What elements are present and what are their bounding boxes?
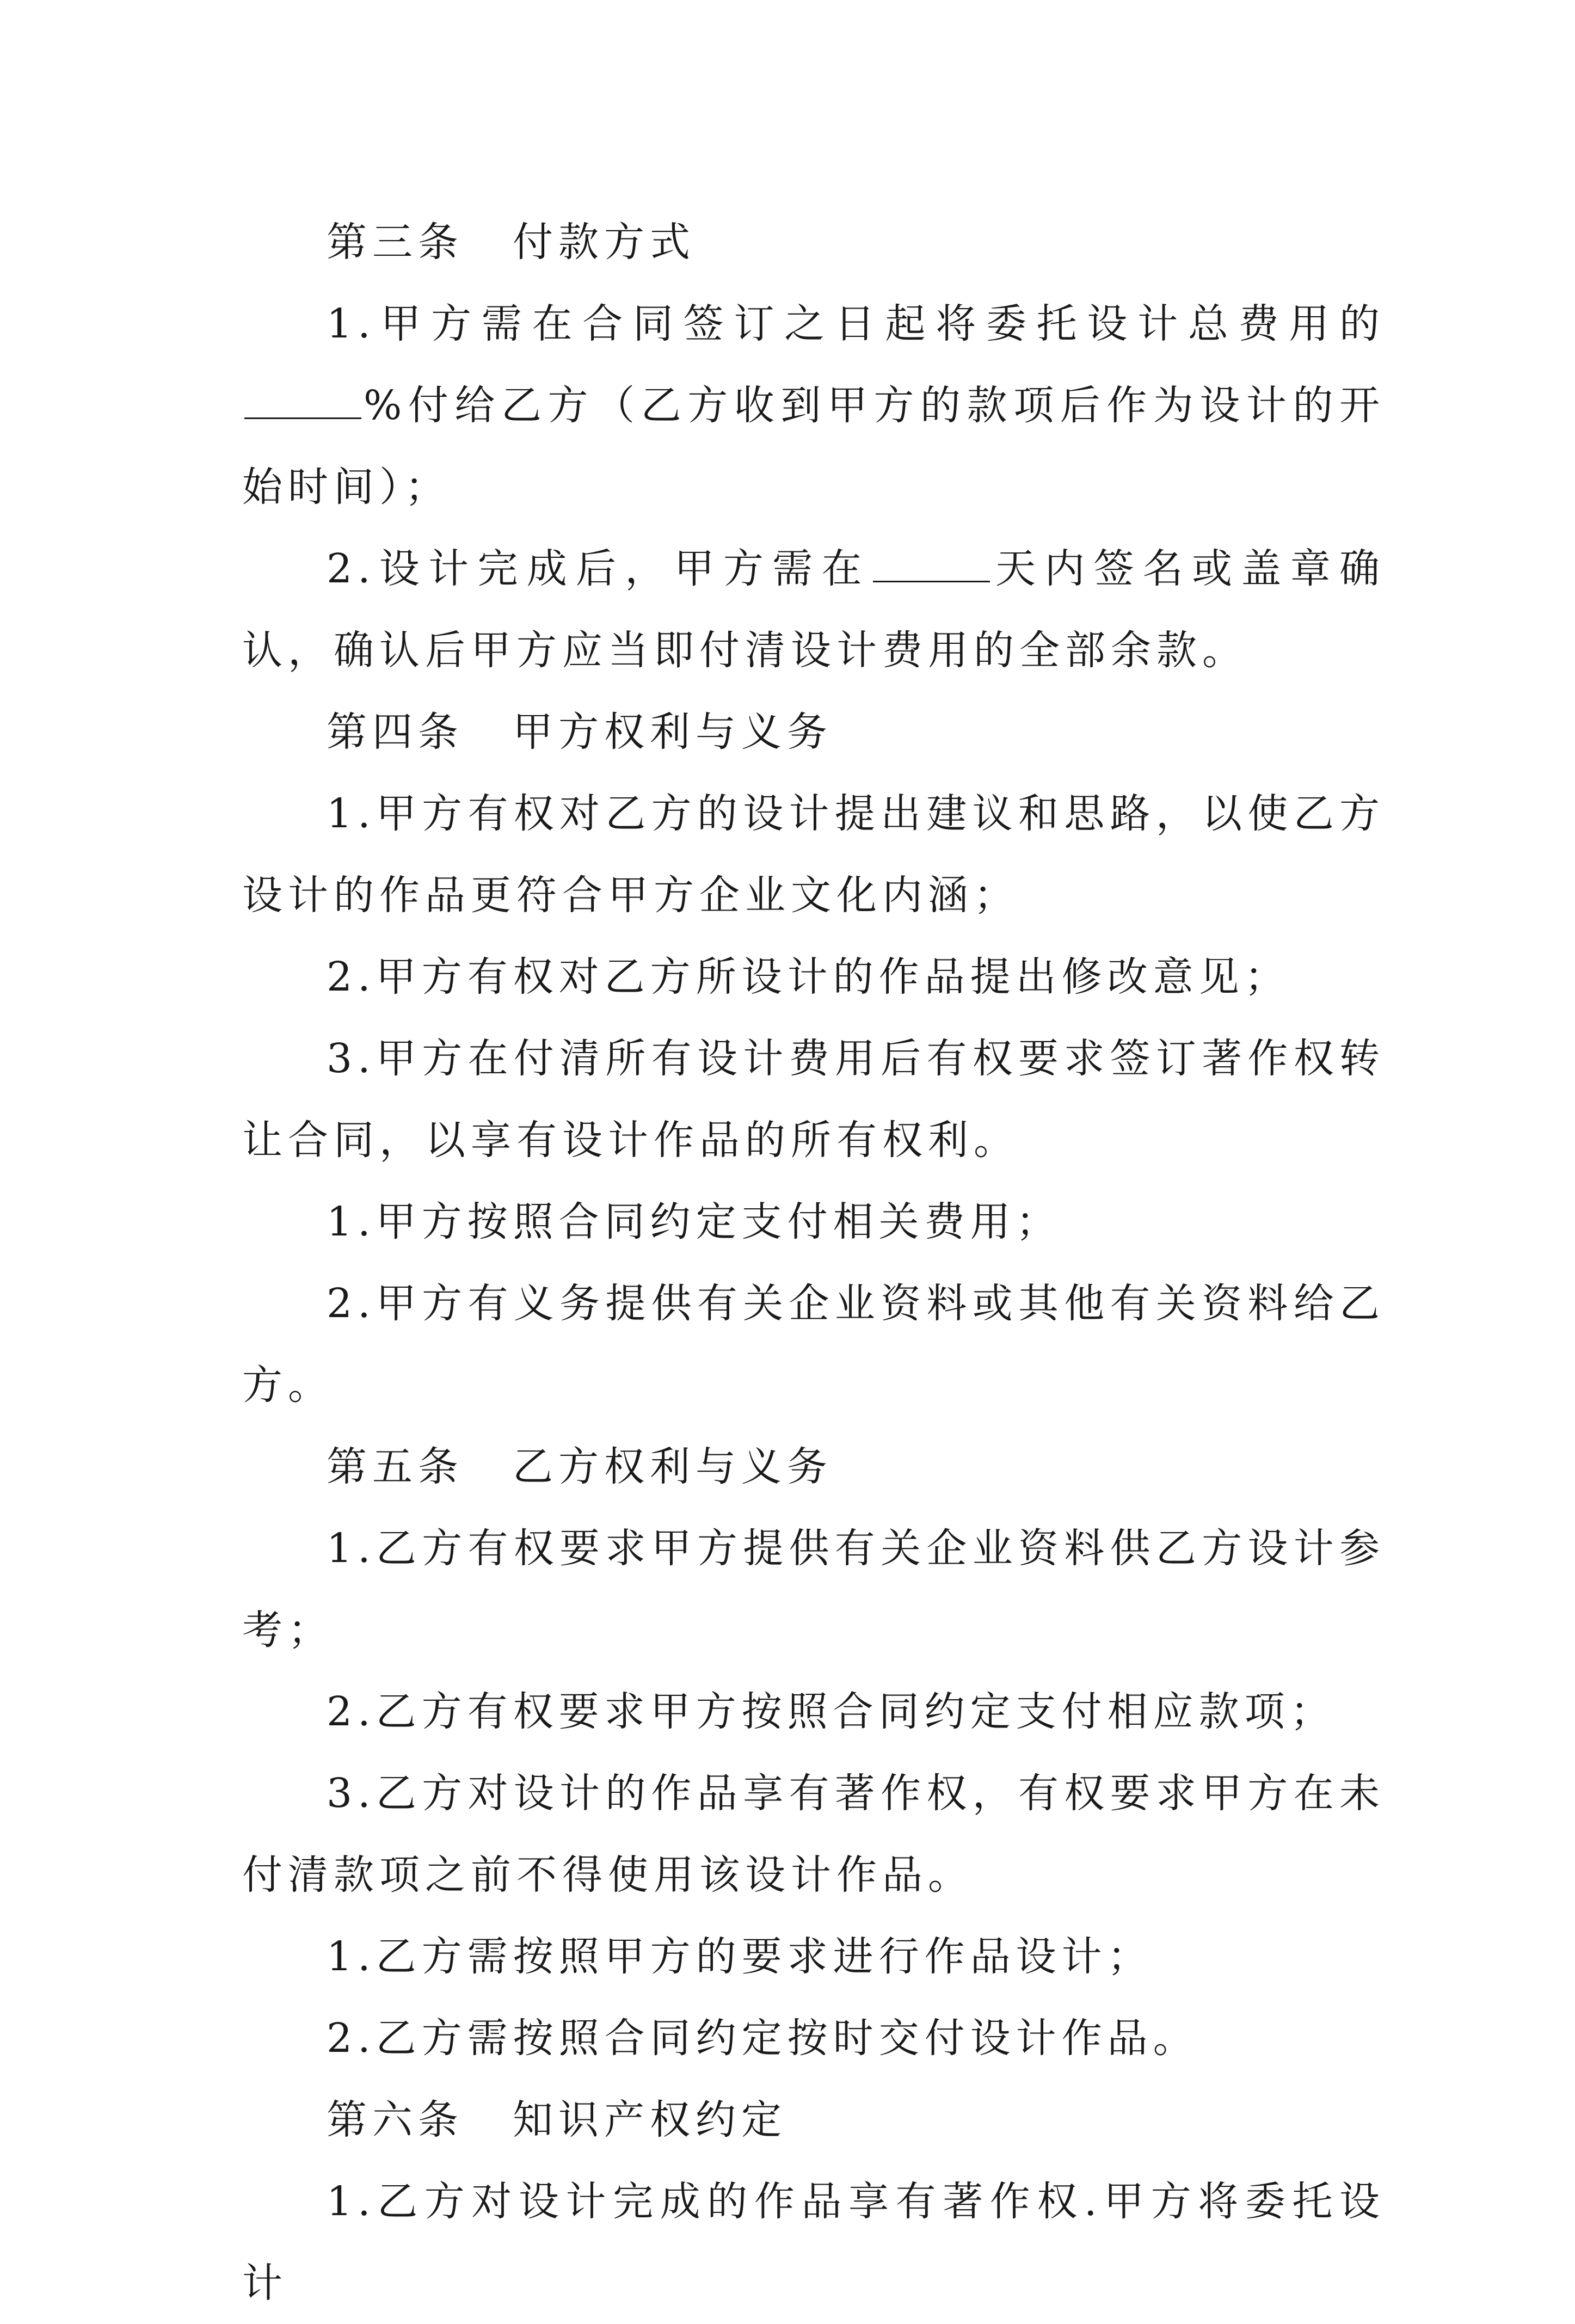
clause-text: %付给乙方（乙方收到甲方的款项后作为设计的开始时间）； <box>242 382 1385 511</box>
article-6-title: 知识产权约定 <box>513 2096 787 2143</box>
article-4-clause: 2.甲方有权对乙方所设计的作品提出修改意见； <box>327 954 1290 1000</box>
article-5-clause: 1.乙方有权要求甲方提供有关企业资料供乙方设计参考； <box>242 1525 1385 1653</box>
article-4-clause: 1.甲方按照合同约定支付相关费用； <box>327 1198 1062 1245</box>
article-6-number: 第六条 <box>327 2096 464 2143</box>
article-5-clause: 2.乙方需按照合同约定按时交付设计作品。 <box>327 2015 1199 2062</box>
article-4-title: 甲方权利与义务 <box>513 709 833 755</box>
clause-text: 天内签名或盖章确认，确认后甲方应当即付清设计费用的全部余款。 <box>242 545 1386 674</box>
percentage-blank <box>244 377 361 419</box>
clause-text: 2.设计完成后，甲方需在 <box>327 545 871 592</box>
article-3-title: 付款方式 <box>513 219 696 266</box>
days-blank <box>873 540 990 582</box>
article-3-clause-1 <box>242 283 1385 528</box>
clause-text: 1.甲方需在合同签订之日起将委托设计总费用的 <box>327 300 1385 347</box>
article-4-clause: 1.甲方有权对乙方的设计提出建议和思路，以使乙方设计的作品更符合甲方企业文化内涵； <box>242 790 1385 919</box>
article-5-clause: 1.乙方需按照甲方的要求进行作品设计； <box>327 1933 1153 1980</box>
contract-body <box>242 201 1385 2324</box>
article-5-heading <box>242 1426 1385 1508</box>
article-5-title: 乙方权利与义务 <box>513 1443 833 1490</box>
article-4-number: 第四条 <box>327 709 464 755</box>
article-4-heading <box>242 691 1385 773</box>
article-5-number: 第五条 <box>327 1443 464 1490</box>
article-5-clause: 2.乙方有权要求甲方按照合同约定支付相应款项； <box>327 1688 1336 1735</box>
article-3-clause-2 <box>242 528 1385 691</box>
article-3-number: 第三条 <box>327 219 464 266</box>
article-4-clause: 2.甲方有义务提供有关企业资料或其他有关资料给乙方。 <box>242 1280 1385 1409</box>
article-5-clause: 3.乙方对设计的作品享有著作权，有权要求甲方在未付清款项之前不得使用该设计作品。 <box>242 1770 1385 1898</box>
article-4-clause: 3.甲方在付清所有设计费用后有权要求签订著作权转让合同，以享有设计作品的所有权利。 <box>242 1035 1385 1164</box>
article-6-heading <box>242 2079 1385 2161</box>
article-6-clause: 1.乙方对设计完成的作品享有著作权.甲方将委托设计 <box>242 2178 1385 2307</box>
article-3-heading <box>242 201 1385 283</box>
